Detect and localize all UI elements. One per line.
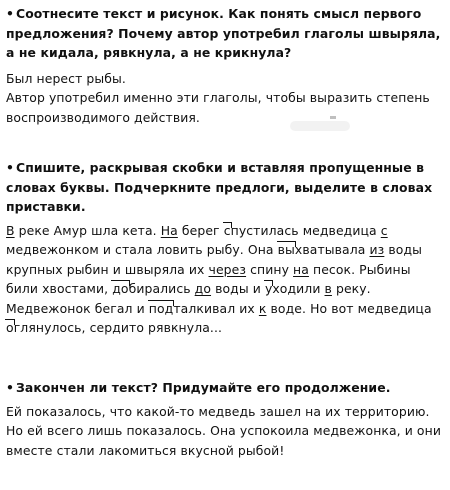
text-run: медвежонком и стала ловить рыбу. Она <box>6 242 278 257</box>
question-3 <box>6 378 442 398</box>
prefix: о <box>6 318 14 338</box>
answer-2 <box>6 221 442 338</box>
prefix: с <box>224 221 231 241</box>
text-run: ходили <box>272 281 325 296</box>
preposition: на <box>293 261 309 277</box>
preposition: В <box>6 222 15 238</box>
preposition: в <box>324 281 332 296</box>
text-run: воды крупных рыбин и швыряла их <box>6 242 423 277</box>
text-run: реку. Медвежонок бегал и <box>6 281 371 316</box>
preposition: из <box>369 242 385 257</box>
answer-1-line-2: Автор употребил именно эти глаголы, чтобы выразить степень воспроизводимого действия. <box>6 90 430 125</box>
text-run: глянулось, сердито рявкнула... <box>13 320 223 335</box>
section-1 <box>6 4 442 127</box>
text-run: бирались <box>128 281 195 296</box>
section-3 <box>6 378 442 460</box>
text-run: талкивал их <box>173 300 259 316</box>
question-2-text: Спишите, раскрывая скобки и вставляя пропущенные в словах буквы. Подчеркните предлоги, выделите в словах приставки. <box>6 160 433 214</box>
preposition: к <box>258 300 267 316</box>
text-run: реке Амур шла кета. <box>14 222 161 238</box>
answer-3: Ей показалось, что какой-то медведь зашел на их территорию. Но ей всего лишь показалось. Она успокоила медвежонка, и они вместе стали лакомиться вкусной рыбой! <box>6 403 441 458</box>
bullet: • <box>6 6 15 21</box>
section-2 <box>6 158 442 338</box>
prefix: у <box>265 279 272 299</box>
prefix: под <box>149 299 174 319</box>
question-3-text: Закончен ли текст? Придумайте его продолжение. <box>16 380 391 395</box>
text-run: берег <box>177 222 224 238</box>
prefix: вы <box>278 240 295 260</box>
text-run: хватывала <box>294 242 370 257</box>
bullet: • <box>6 160 15 175</box>
bullet: • <box>6 380 15 395</box>
scan-smudge <box>290 121 350 131</box>
text-run: воды и <box>211 281 265 296</box>
answer-1-line-1: Был нерест рыбы. <box>6 70 126 86</box>
text-run: воде. Но вот медведица <box>266 300 432 316</box>
preposition: до <box>194 281 212 296</box>
text-run: песок. Рыбины били хвостами, <box>6 261 411 296</box>
question-1 <box>6 4 442 63</box>
text-run: спину <box>246 261 294 277</box>
scan-speck <box>330 116 336 119</box>
preposition: с <box>380 222 388 238</box>
question-2 <box>6 158 442 217</box>
preposition: На <box>160 222 178 238</box>
answer-1 <box>6 69 442 128</box>
text-run: пустилась медведица <box>230 222 381 238</box>
preposition: через <box>208 261 247 277</box>
question-1-text: Соотнесите текст и рисунок. Как понять смысл первого предложения? Почему автор употребил глаголы швыряла, а не кидала, рявкнула, а не крикнула? <box>6 6 441 60</box>
prefix: до <box>112 279 128 299</box>
